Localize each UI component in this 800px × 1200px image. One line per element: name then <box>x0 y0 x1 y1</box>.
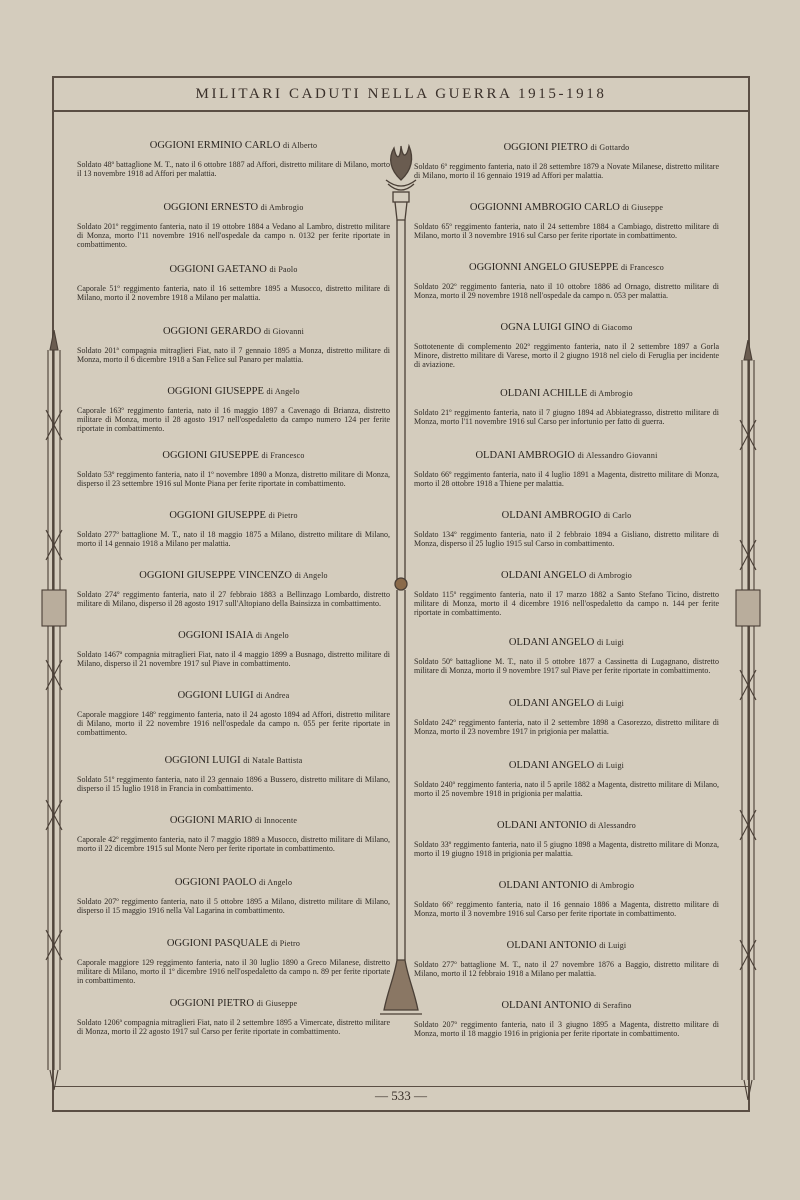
list-item <box>77 570 390 608</box>
entry-heading <box>77 264 390 275</box>
parentage: di Luigi <box>596 761 625 770</box>
list-item <box>77 450 390 488</box>
list-item <box>414 202 719 240</box>
entry-heading <box>414 820 719 831</box>
parentage: di Carlo <box>603 511 632 520</box>
entry-heading <box>77 450 390 461</box>
page-title: MILITARI CADUTI NELLA GUERRA 1915-1918 <box>195 85 607 102</box>
service-record: Soldato 51º reggimento fanteria, nato il 23 gennaio 1896 a Bussero, distretto militare di Milano, disperso il 15 luglio 1918 in Francia in combattimento. <box>77 775 390 794</box>
page-number: — 533 — <box>375 1088 427 1103</box>
soldier-name: OGGIONI GIUSEPPE VINCENZO <box>139 570 292 581</box>
list-item <box>77 326 390 364</box>
entry-heading <box>77 630 390 641</box>
entry-heading <box>414 940 719 951</box>
list-item <box>77 264 390 302</box>
service-record: Soldato 115º reggimento fanteria, nato il 17 marzo 1882 a Santo Stefano Ticino, distretto militare di Monza, morto il 4 dicembre 1916 nell'ospedaletto da campo n. 144 per ferite riportate in combattimento. <box>414 590 719 618</box>
list-item <box>77 202 390 250</box>
parentage: di Giuseppe <box>622 203 664 212</box>
list-item <box>77 815 390 853</box>
service-record: Caporale maggiore 129 reggimento fanteria, nato il 30 luglio 1890 a Greco Milanese, distretto militare di Milano, morto il 1º dicembre 1916 nell'ospedaletto da campo n. 89 per ferite riportate in combattimento. <box>77 958 390 986</box>
soldier-name: OGGIONI LUIGI <box>177 690 254 701</box>
soldier-name: OLDANI ANTONIO <box>506 940 597 951</box>
entry-heading <box>414 202 719 213</box>
soldier-name: OGGIONI GIUSEPPE <box>167 386 264 397</box>
list-item <box>77 755 390 793</box>
list-item <box>77 630 390 668</box>
service-record: Soldato 274º reggimento fanteria, nato il 27 febbraio 1883 a Bellinzago Lombardo, distretto militare di Milano, disperso il 28 agosto 1917 sull'Altopiano della Bainsizza in combattimento. <box>77 590 390 609</box>
soldier-name: OGGIONI PAOLO <box>174 877 257 888</box>
list-item <box>414 880 719 918</box>
entry-heading <box>77 877 390 888</box>
left-fasces-ornament <box>40 330 68 1090</box>
soldier-name: OLDANI ANGELO <box>508 637 595 648</box>
entry-heading <box>414 637 719 648</box>
list-item <box>414 698 719 736</box>
soldier-name: OLDANI ACHILLE <box>500 388 588 399</box>
parentage: di Francesco <box>261 451 305 460</box>
service-record: Soldato 1467ª compagnia mitraglieri Fiat, nato il 4 maggio 1899 a Busnago, distretto militare di Milano, disperso il 21 novembre 1917 sul Piave in combattimento. <box>77 650 390 669</box>
soldier-name: OLDANI AMBROGIO <box>501 510 602 521</box>
parentage: di Angelo <box>294 571 328 580</box>
list-item <box>414 388 719 426</box>
soldier-name: OGGIONI ISAIA <box>178 630 254 641</box>
service-record: Soldato 202º reggimento fanteria, nato il 10 ottobre 1886 ad Ornago, distretto militare di Monza, morto il 29 novembre 1918 nell'ospedale da campo n. 053 per malattia. <box>414 282 719 301</box>
service-record: Caporale 163º reggimento fanteria, nato il 16 maggio 1897 a Cavenago di Brianza, distretto militare di Monza, morto il 28 agosto 1917 nell'ospedaletto da campo numero 124 per ferite riportate in combattimento. <box>77 406 390 434</box>
entry-heading <box>414 1000 719 1011</box>
soldier-name: OGNA LUIGI GINO <box>500 322 591 333</box>
list-item <box>77 998 390 1036</box>
service-record: Soldato 53º reggimento fanteria, nato il 1º novembre 1890 a Monza, distretto militare di Monza, disperso il 23 settembre 1916 sul Monte Piana per ferite riportate in combattimento. <box>77 470 390 489</box>
service-record: Soldato 207º reggimento fanteria, nato il 3 giugno 1895 a Magenta, distretto militare di Monza, morto il 18 maggio 1916 in prigionia per ferite riportate in combattimento. <box>414 1020 719 1039</box>
entry-heading <box>414 450 719 461</box>
entry-heading <box>77 326 390 337</box>
entry-heading <box>77 570 390 581</box>
parentage: di Pietro <box>268 511 298 520</box>
service-record: Soldato 1206ª compagnia mitraglieri Fiat, nato il 2 settembre 1895 a Vimercate, distretto militare di Monza, morto il 22 agosto 1917 sul Carso per ferite riportate in combattimento. <box>77 1018 390 1037</box>
list-item <box>77 690 390 738</box>
soldier-name: OGGIONI GIUSEPPE <box>162 450 259 461</box>
service-record: Caporale maggiore 148º reggimento fanteria, nato il 24 agosto 1894 ad Affori, distretto militare di Milano, morto il 22 novembre 1916 nell'ospedale da campo n. 055 per ferite riportate in combattimento. <box>77 710 390 738</box>
list-item <box>77 877 390 915</box>
service-record: Soldato 48º battaglione M. T., nato il 6 ottobre 1887 ad Affori, distretto militare di Milano, morto il 13 novembre 1918 ad Affori per malattia. <box>77 160 390 179</box>
parentage: di Ambrogio <box>589 571 632 580</box>
parentage: di Paolo <box>269 265 298 274</box>
entry-heading <box>414 510 719 521</box>
soldier-name: OLDANI AMBROGIO <box>475 450 575 461</box>
entry-heading <box>414 880 719 891</box>
list-item <box>414 450 719 488</box>
entry-heading <box>77 510 390 521</box>
service-record: Soldato 242º reggimento fanteria, nato il 2 settembre 1898 a Casorezzo, distretto militare di Monza, morto il 23 novembre 1917 in prigionia per malattia. <box>414 718 719 737</box>
service-record: Soldato 6º reggimento fanteria, nato il 28 settembre 1879 a Novate Milanese, distretto militare di Milano, morto il 16 gennaio 1919 ad Affori per malattia. <box>414 162 719 181</box>
parentage: di Luigi <box>596 699 625 708</box>
parentage: di Gottardo <box>590 143 630 152</box>
list-item <box>414 1000 719 1038</box>
parentage: di Innocente <box>255 816 298 825</box>
service-record: Soldato 50º battaglione M. T., nato il 5 ottobre 1877 a Cassinetta di Lugagnano, distretto militare di Monza, morto il 9 novembre 1917 sul Piave per ferite riportate in combattimento. <box>414 657 719 676</box>
list-item <box>77 386 390 434</box>
service-record: Sottotenente di complemento 202º reggimento fanteria, nato il 2 settembre 1897 a Gorla Minore, distretto militare di Varese, morto il 2 giugno 1918 nel cielo di Feruglia per incidente di aviazione. <box>414 342 719 370</box>
service-record: Soldato 134º reggimento fanteria, nato il 2 febbraio 1894 a Gisliano, distretto militare di Monza, disperso il 25 luglio 1915 sul Carso in combattimento. <box>414 530 719 549</box>
soldier-name: OLDANI ANTONIO <box>498 880 589 891</box>
right-fasces-ornament <box>734 340 762 1100</box>
soldier-name: OGGIONNI AMBROGIO CARLO <box>469 202 620 213</box>
entry-heading <box>77 386 390 397</box>
service-record: Soldato 240º reggimento fanteria, nato il 5 aprile 1882 a Magenta, distretto militare di Milano, morto il 25 novembre 1918 in prigionia per malattia. <box>414 780 719 799</box>
list-item <box>414 820 719 858</box>
soldier-name: OLDANI ANGELO <box>501 570 587 581</box>
soldier-name: OLDANI ANGELO <box>508 698 595 709</box>
soldier-name: OLDANI ANTONIO <box>497 820 587 831</box>
soldier-name: OGGIONI LUIGI <box>164 755 241 766</box>
soldier-name: OGGIONNI ANGELO GIUSEPPE <box>468 262 619 273</box>
parentage: di Angelo <box>259 878 293 887</box>
parentage: di Francesco <box>620 263 664 272</box>
service-record: Caporale 42º reggimento fanteria, nato il 7 maggio 1889 a Musocco, distretto militare di Milano, morto il 22 dicembre 1915 sul Monte Nero per ferite riportate in combattimento. <box>77 835 390 854</box>
list-item <box>77 140 390 178</box>
service-record: Soldato 201ª compagnia mitraglieri Fiat, nato il 7 gennaio 1895 a Monza, distretto militare di Monza, morto il 6 dicembre 1918 a San Felice sul Panaro per malattia. <box>77 346 390 365</box>
parentage: di Alessandro <box>589 821 636 830</box>
parentage: di Serafino <box>594 1001 632 1010</box>
entry-heading <box>77 938 390 949</box>
footer-rule <box>54 1086 748 1087</box>
parentage: di Ambrogio <box>589 389 633 398</box>
entry-heading <box>77 690 390 701</box>
service-record: Soldato 277º battaglione M. T., nato il 18 maggio 1875 a Milano, distretto militare di Milano, morto il 14 gennaio 1918 a Milano per malattia. <box>77 530 390 549</box>
list-item <box>77 510 390 548</box>
service-record: Soldato 21º reggimento fanteria, nato il 7 giugno 1894 ad Abbiategrasso, distretto militare di Monza, morto l'11 novembre 1916 sul Carso per infortunio per fatto di guerra. <box>414 408 719 427</box>
list-item <box>414 142 719 180</box>
list-item <box>414 510 719 548</box>
service-record: Caporale 51º reggimento fanteria, nato il 16 settembre 1895 a Musocco, distretto militare di Milano, morto il 2 novembre 1918 a Milano per malattia. <box>77 284 390 303</box>
list-item <box>414 570 719 618</box>
entry-heading <box>77 815 390 826</box>
list-item <box>414 637 719 675</box>
list-item <box>77 938 390 986</box>
entry-heading <box>414 262 719 273</box>
soldier-name: OGGIONI GIUSEPPE <box>169 510 266 521</box>
entry-heading <box>414 570 719 581</box>
service-record: Soldato 207º reggimento fanteria, nato il 5 ottobre 1895 a Milano, distretto militare di Milano, disperso il 15 maggio 1916 nella Val Lagarina in combattimento. <box>77 897 390 916</box>
entry-heading <box>77 755 390 766</box>
entry-heading <box>414 388 719 399</box>
entry-heading <box>414 698 719 709</box>
soldier-name: OLDANI ANTONIO <box>501 1000 592 1011</box>
parentage: di Andrea <box>256 691 290 700</box>
service-record: Soldato 33º reggimento fanteria, nato il 5 giugno 1898 a Magenta, distretto militare di Monza, morto il 19 giugno 1918 in prigionia per malattia. <box>414 840 719 859</box>
entry-heading <box>77 998 390 1009</box>
soldier-name: OGGIONI PIETRO <box>503 142 588 153</box>
parentage: di Ambrogio <box>591 881 635 890</box>
service-record: Soldato 65º reggimento fanteria, nato il 24 settembre 1884 a Cambiago, distretto militare di Milano, morto il 3 novembre 1916 sul Carso per ferite riportate in combattimento. <box>414 222 719 241</box>
service-record: Soldato 66º reggimento fanteria, nato il 4 luglio 1891 a Magenta, distretto militare di Monza, morto il 28 ottobre 1918 a Thiene per malattia. <box>414 470 719 489</box>
parentage: di Natale Battista <box>243 756 303 765</box>
entry-heading <box>77 140 390 151</box>
entry-heading <box>414 142 719 153</box>
parentage: di Giuseppe <box>256 999 298 1008</box>
soldier-name: OGGIONI PIETRO <box>169 998 255 1009</box>
parentage: di Alessandro Giovanni <box>577 451 658 460</box>
soldier-name: OLDANI ANGELO <box>508 760 595 771</box>
parentage: di Angelo <box>255 631 289 640</box>
soldier-name: OGGIONI GERARDO <box>162 326 262 337</box>
soldier-name: OGGIONI ERMINIO CARLO <box>149 140 281 151</box>
parentage: di Alberto <box>283 141 318 150</box>
parentage: di Ambrogio <box>260 203 304 212</box>
page-header <box>54 78 748 112</box>
list-item <box>414 940 719 978</box>
parentage: di Luigi <box>599 941 627 950</box>
parentage: di Angelo <box>266 387 300 396</box>
service-record: Soldato 201º reggimento fanteria, nato il 19 ottobre 1884 a Vedano al Lambro, distretto militare di Monza, morto l'11 novembre 1916 nell'ospedale da campo n. 0132 per ferite riportate in combattimento. <box>77 222 390 250</box>
entry-heading <box>77 202 390 213</box>
entry-heading <box>414 760 719 771</box>
parentage: di Luigi <box>596 638 625 647</box>
soldier-name: OGGIONI PASQUALE <box>166 938 269 949</box>
soldier-name: OGGIONI GAETANO <box>169 264 267 275</box>
soldier-name: OGGIONI MARIO <box>169 815 253 826</box>
list-item <box>414 760 719 798</box>
parentage: di Giacomo <box>592 323 633 332</box>
service-record: Soldato 277º battaglione M. T., nato il 27 novembre 1876 a Baggio, distretto militare di Milano, morto il 12 febbraio 1918 a Milano per malattia. <box>414 960 719 979</box>
list-item <box>414 262 719 300</box>
service-record: Soldato 66º reggimento fanteria, nato il 16 gennaio 1886 a Magenta, distretto militare di Monza, morto il 3 novembre 1916 sul Carso per ferite riportate in combattimento. <box>414 900 719 919</box>
soldier-name: OGGIONI ERNESTO <box>163 202 259 213</box>
entry-heading <box>414 322 719 333</box>
parentage: di Pietro <box>270 939 301 948</box>
parentage: di Giovanni <box>263 327 305 336</box>
list-item <box>414 322 719 370</box>
